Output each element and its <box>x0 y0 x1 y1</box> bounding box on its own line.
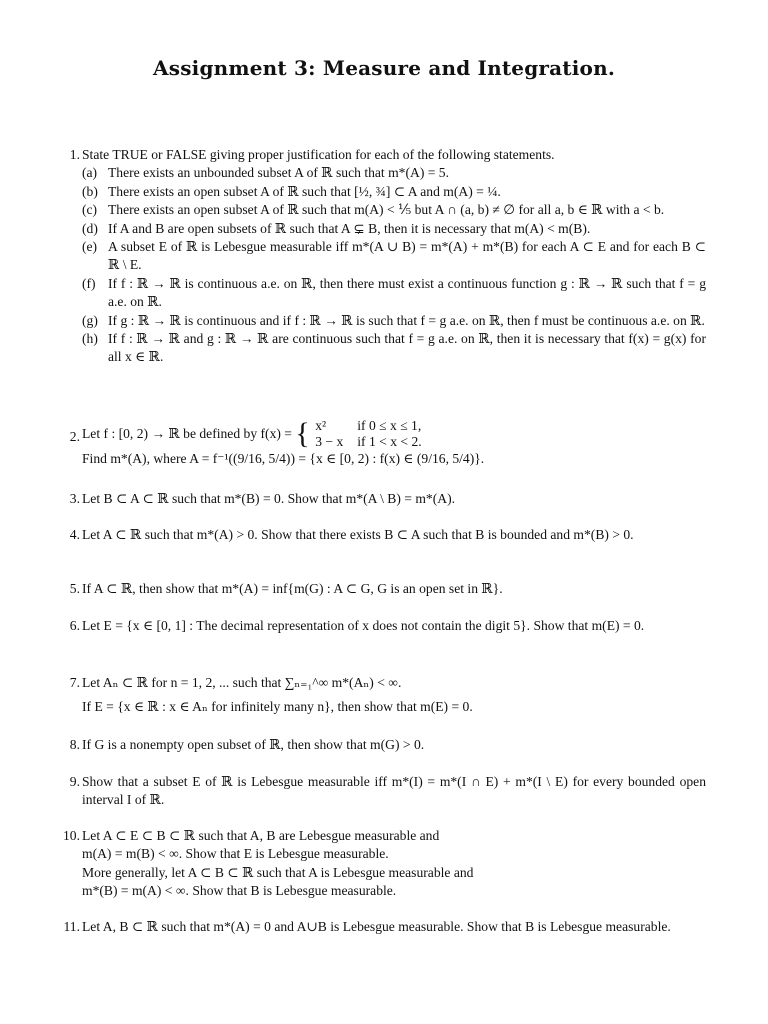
problem-text: Show that a subset E of ℝ is Lebesgue measurable iff m*(I) = m*(I ∩ E) + m*(I \ E) for every bounded open interval I of ℝ. <box>82 774 706 808</box>
problem-number: 1. <box>69 147 80 162</box>
problem-3 <box>58 490 706 508</box>
page-title: Assignment 3: Measure and Integration. <box>153 56 615 80</box>
problem-text: Let A, B ⊂ ℝ such that m*(A) = 0 and A∪B is Lebesgue measurable. Show that B is Lebesgue measurable. <box>82 919 671 934</box>
problem-number: 4. <box>69 527 80 542</box>
problem-number: 10. <box>63 828 80 843</box>
problem-text: Let f : [0, 2) → ℝ be defined by f(x) = <box>82 425 292 441</box>
problem-6 <box>58 617 706 635</box>
problem-number: 6. <box>69 618 80 633</box>
sub-item <box>82 275 706 312</box>
sub-item-label: (a) <box>82 165 98 181</box>
problem-4 <box>58 526 706 544</box>
problem-8 <box>58 736 706 754</box>
case-condition: if 0 ≤ x ≤ 1, <box>357 418 422 433</box>
sub-item <box>82 330 706 367</box>
sub-item-text: If g : ℝ → ℝ is continuous and if f : ℝ → ℝ is such that f = g a.e. on ℝ, then f must be continuous a.e. on ℝ. <box>108 312 705 328</box>
sub-item-label: (f) <box>82 275 96 291</box>
sub-item-text: If A and B are open subsets of ℝ such that A ⊊ B, then it is necessary that m(A) < m(B). <box>108 220 591 236</box>
piecewise-cases <box>315 418 435 450</box>
sub-item-label: (h) <box>82 331 98 347</box>
sub-item <box>82 312 706 330</box>
sub-item-label: (e) <box>82 239 98 255</box>
sub-item-label: (c) <box>82 202 98 218</box>
problem-text: m*(B) = m(A) < ∞. Show that B is Lebesgue measurable. <box>82 883 397 899</box>
sub-item-text: There exists an open subset A of ℝ such that m(A) < ⅕ but A ∩ (a, b) ≠ ∅ for all a, b ∈ ℝ with a < b. <box>108 202 665 218</box>
problem-text: Let A ⊂ E ⊂ B ⊂ ℝ such that A, B are Lebesgue measurable and <box>82 828 440 843</box>
problem-text: If G is a nonempty open subset of ℝ, then show that m(G) > 0. <box>82 737 425 752</box>
problem-number: 7. <box>69 675 80 690</box>
sub-item-text: If f : ℝ → ℝ is continuous a.e. on ℝ, then there must exist a continuous function g : ℝ → ℝ such that f = g a.e. on ℝ. <box>108 275 706 310</box>
problem-11 <box>58 918 706 936</box>
problem-1 <box>58 146 706 367</box>
sub-item-text: If f : ℝ → ℝ and g : ℝ → ℝ are continuous such that f = g a.e. on ℝ, then it is necessary that f(x) = g(x) for all x ∈ ℝ. <box>108 331 706 365</box>
problem-number: 5. <box>69 581 80 596</box>
problem-5 <box>58 580 706 598</box>
problem-text: Let A ⊂ ℝ such that m*(A) > 0. Show that there exists B ⊂ A such that B is bounded and m*(B) > 0. <box>82 527 634 542</box>
problem-number: 3. <box>69 491 80 506</box>
problem-text: Let E = {x ∈ [0, 1] : The decimal representation of x does not contain the digit 5}. Show that m(E) = 0. <box>82 618 645 633</box>
problem-number: 9. <box>69 774 80 789</box>
case-expression: 3 − x <box>315 434 344 449</box>
problem-text: Let Aₙ ⊂ ℝ for n = 1, 2, ... such that ∑ₙ₌₁^∞ m*(Aₙ) < ∞. <box>82 675 402 690</box>
problem-7 <box>58 674 706 717</box>
problem-text: Find m*(A), where A = f⁻¹((9/16, 5/4)) = {x ∈ [0, 2) : f(x) ∈ (9/16, 5/4)}. <box>82 451 485 466</box>
sub-item <box>82 164 706 182</box>
left-brace-icon: { <box>295 417 310 450</box>
case-condition: if 1 < x < 2. <box>357 434 422 449</box>
problem-number: 2. <box>69 429 80 444</box>
problem-text: More generally, let A ⊂ B ⊂ ℝ such that A is Lebesgue measurable and <box>82 864 474 880</box>
sub-item <box>82 183 706 201</box>
sub-item <box>82 220 706 238</box>
problem-definition <box>82 418 706 450</box>
sub-item-text: A subset E of ℝ is Lebesgue measurable iff m*(A ∪ B) = m*(A) + m*(B) for each A ⊂ E and for each B ⊂ ℝ \ E. <box>108 239 706 273</box>
problem-10 <box>58 827 706 901</box>
sub-item-text: There exists an unbounded subset A of ℝ such that m*(A) = 5. <box>108 165 450 181</box>
sub-item <box>82 201 706 219</box>
problem-text: If A ⊂ ℝ, then show that m*(A) = inf{m(G) : A ⊂ G, G is an open set in ℝ}. <box>82 581 503 596</box>
problem-text: If E = {x ∈ ℝ : x ∈ Aₙ for infinitely many n}, then show that m(E) = 0. <box>82 699 473 715</box>
problem-text: m(A) = m(B) < ∞. Show that E is Lebesgue measurable. <box>82 846 389 862</box>
problem-2 <box>58 418 706 468</box>
problem-number: 11. <box>63 919 80 934</box>
sub-item-label: (g) <box>82 312 98 328</box>
sub-item <box>82 238 706 275</box>
sub-item-label: (d) <box>82 220 98 236</box>
problem-number: 8. <box>69 737 80 752</box>
sub-item-label: (b) <box>82 183 98 199</box>
problem-text: State TRUE or FALSE giving proper justification for each of the following statements. <box>82 147 555 162</box>
sub-item-text: There exists an open subset A of ℝ such that [½, ¾] ⊂ A and m(A) = ¼. <box>108 183 501 199</box>
problem-text: Let B ⊂ A ⊂ ℝ such that m*(B) = 0. Show that m*(A \ B) = m*(A). <box>82 491 455 506</box>
problem-9 <box>58 773 706 810</box>
case-expression: x² <box>315 418 327 433</box>
